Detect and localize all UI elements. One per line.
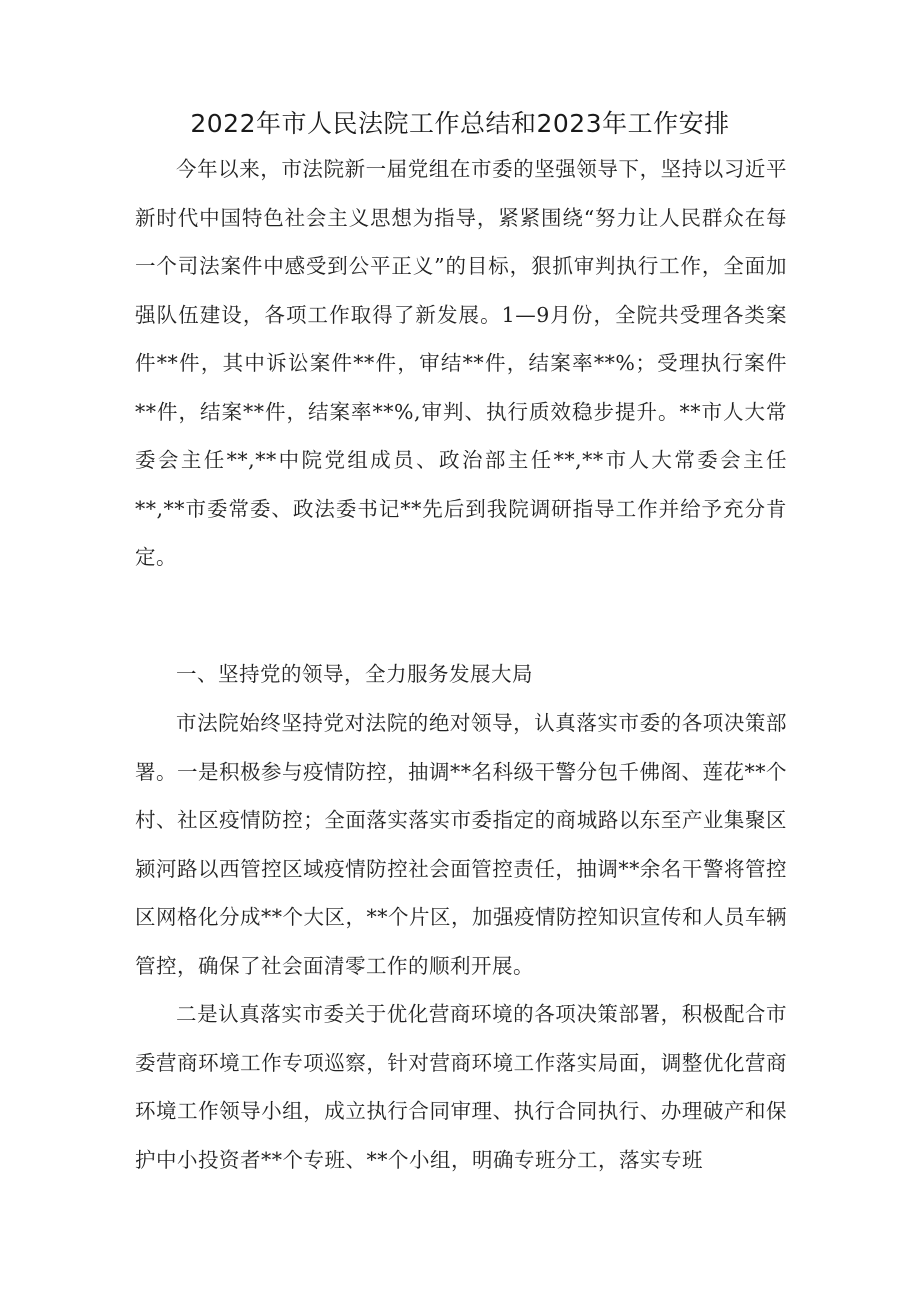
section-heading: 一、坚持党的领导，全力服务发展大局 (176, 662, 533, 686)
body-paragraph: 市法院始终坚持党对法院的绝对领导，认真落实市委的各项决策部署。一是积极参与疫情防控，抽调**名科级干警分包千佛阁、莲花**个村、社区疫情防控；全面落实落实市委指定的商城路以东至产业集聚区颍河路以西管控区域疫情防控社会面管控责任，抽调**余名干警将管控区网格化分成**个大区，**个片区，加强疫情防控知识宣传和人员车辆管控，确保了社会面清零工作的顺利开展。 (135, 711, 787, 978)
document-title: 2022年市人民法院工作总结和2023年工作安排 (190, 109, 730, 138)
intro-paragraph: 今年以来，市法院新一届党组在市委的坚强领导下，坚持以习近平新时代中国特色社会主义思想为指导，紧紧围绕“努力让人民群众在每一个司法案件中感受到公平正义”的目标，狠抓审判执行工作，全面加强队伍建设，各项工作取得了新发展。1—9月份，全院共受理各类案件**件，其中诉讼案件**件，审结**件，结案率**%；受理执行案件**件，结案**件，结案率**%,审判、执行质效稳步提升。**市人大常委会主任**,**中院党组成员、政治部主任**,**市人大常委会主任**,**市委常委、政法委书记**先后到我院调研指导工作并给予充分肯定。 (135, 157, 787, 569)
body-paragraph: 二是认真落实市委关于优化营商环境的各项决策部署，积极配合市委营商环境工作专项巡察，针对营商环境工作落实局面，调整优化营商环境工作领导小组，成立执行合同审理、执行合同执行、办理破产和保护中小投资者**个专班、**个小组，明确专班分工，落实专班 (135, 1002, 787, 1172)
